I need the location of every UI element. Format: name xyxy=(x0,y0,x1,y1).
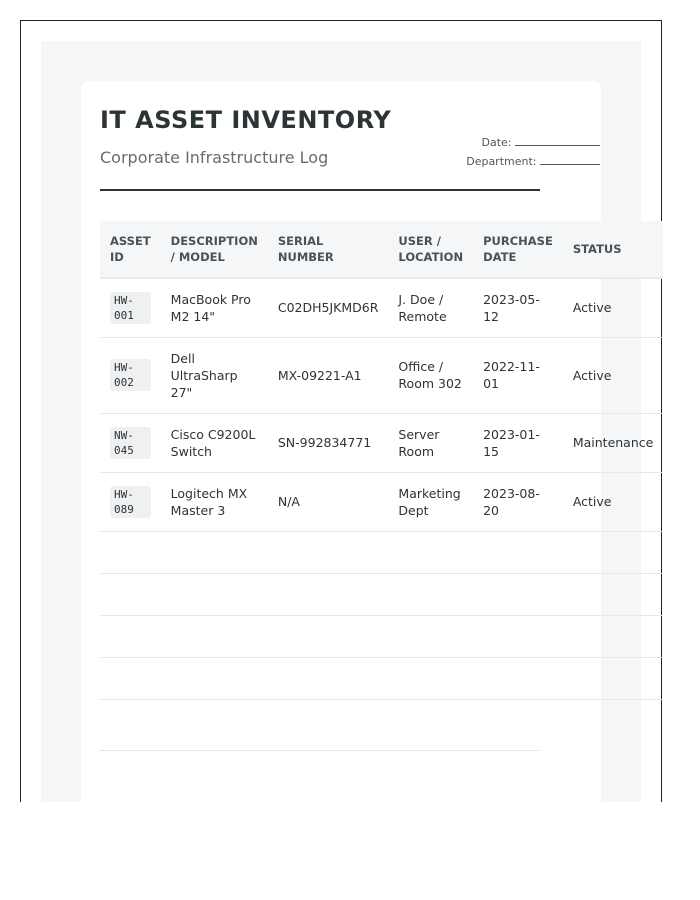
purchase-date-cell: 2023-08-20 xyxy=(473,472,563,531)
header-asset-id: ASSET ID xyxy=(100,221,161,278)
header-rule xyxy=(100,189,540,191)
asset-id-cell xyxy=(100,337,161,413)
department-line xyxy=(540,155,600,165)
status-cell: Active xyxy=(563,472,664,531)
status-cell: Active xyxy=(563,337,664,413)
asset-id-cell xyxy=(100,278,161,337)
table-row xyxy=(100,337,663,413)
header-status: STATUS xyxy=(563,221,664,278)
description-cell: Dell UltraSharp 27" xyxy=(161,337,268,413)
description-cell: Cisco C9200L Switch xyxy=(161,413,268,472)
serial-cell: MX-09221-A1 xyxy=(268,337,389,413)
table-header-row xyxy=(100,221,663,278)
location-cell: Marketing Dept xyxy=(388,472,473,531)
header-serial-number: SERIAL NUMBER xyxy=(268,221,389,278)
purchase-date-cell: 2023-05-12 xyxy=(473,278,563,337)
status-cell: Active xyxy=(563,278,664,337)
empty-table-row xyxy=(100,573,663,615)
description-cell: MacBook Pro M2 14" xyxy=(161,278,268,337)
asset-id-code: HW-089 xyxy=(110,486,151,518)
asset-id-code: NW-045 xyxy=(110,427,151,459)
asset-id-cell xyxy=(100,413,161,472)
document-subtitle: Corporate Infrastructure Log xyxy=(100,148,329,167)
status-cell: Maintenance xyxy=(563,413,664,472)
asset-id-cell xyxy=(100,472,161,531)
table-row xyxy=(100,278,663,337)
header-description: DESCRIPTION / MODEL xyxy=(161,221,268,278)
empty-table-row xyxy=(100,615,663,657)
department-field[interactable] xyxy=(466,152,600,171)
location-cell: Office / Room 302 xyxy=(388,337,473,413)
location-cell: J. Doe / Remote xyxy=(388,278,473,337)
table-row xyxy=(100,472,663,531)
serial-cell: SN-992834771 xyxy=(268,413,389,472)
description-cell: Logitech MX Master 3 xyxy=(161,472,268,531)
purchase-date-cell: 2022-11-01 xyxy=(473,337,563,413)
document-meta xyxy=(466,133,600,171)
empty-table-row xyxy=(100,531,663,573)
purchase-date-cell: 2023-01-15 xyxy=(473,413,563,472)
header-user-location: USER / LOCATION xyxy=(388,221,473,278)
date-label: Date: xyxy=(481,136,512,149)
department-label: Department: xyxy=(466,155,537,168)
asset-table xyxy=(100,221,663,741)
footer-dotted-rule xyxy=(100,750,540,751)
serial-cell: C02DH5JKMD6R xyxy=(268,278,389,337)
location-cell: Server Room xyxy=(388,413,473,472)
asset-id-code: HW-002 xyxy=(110,359,151,391)
date-field[interactable] xyxy=(466,133,600,152)
asset-id-code: HW-001 xyxy=(110,292,151,324)
document-title: IT ASSET INVENTORY xyxy=(100,106,392,134)
table-row xyxy=(100,413,663,472)
header-purchase-date: PURCHASE DATE xyxy=(473,221,563,278)
date-line xyxy=(515,136,600,146)
empty-table-row xyxy=(100,699,663,741)
serial-cell: N/A xyxy=(268,472,389,531)
empty-table-row xyxy=(100,657,663,699)
